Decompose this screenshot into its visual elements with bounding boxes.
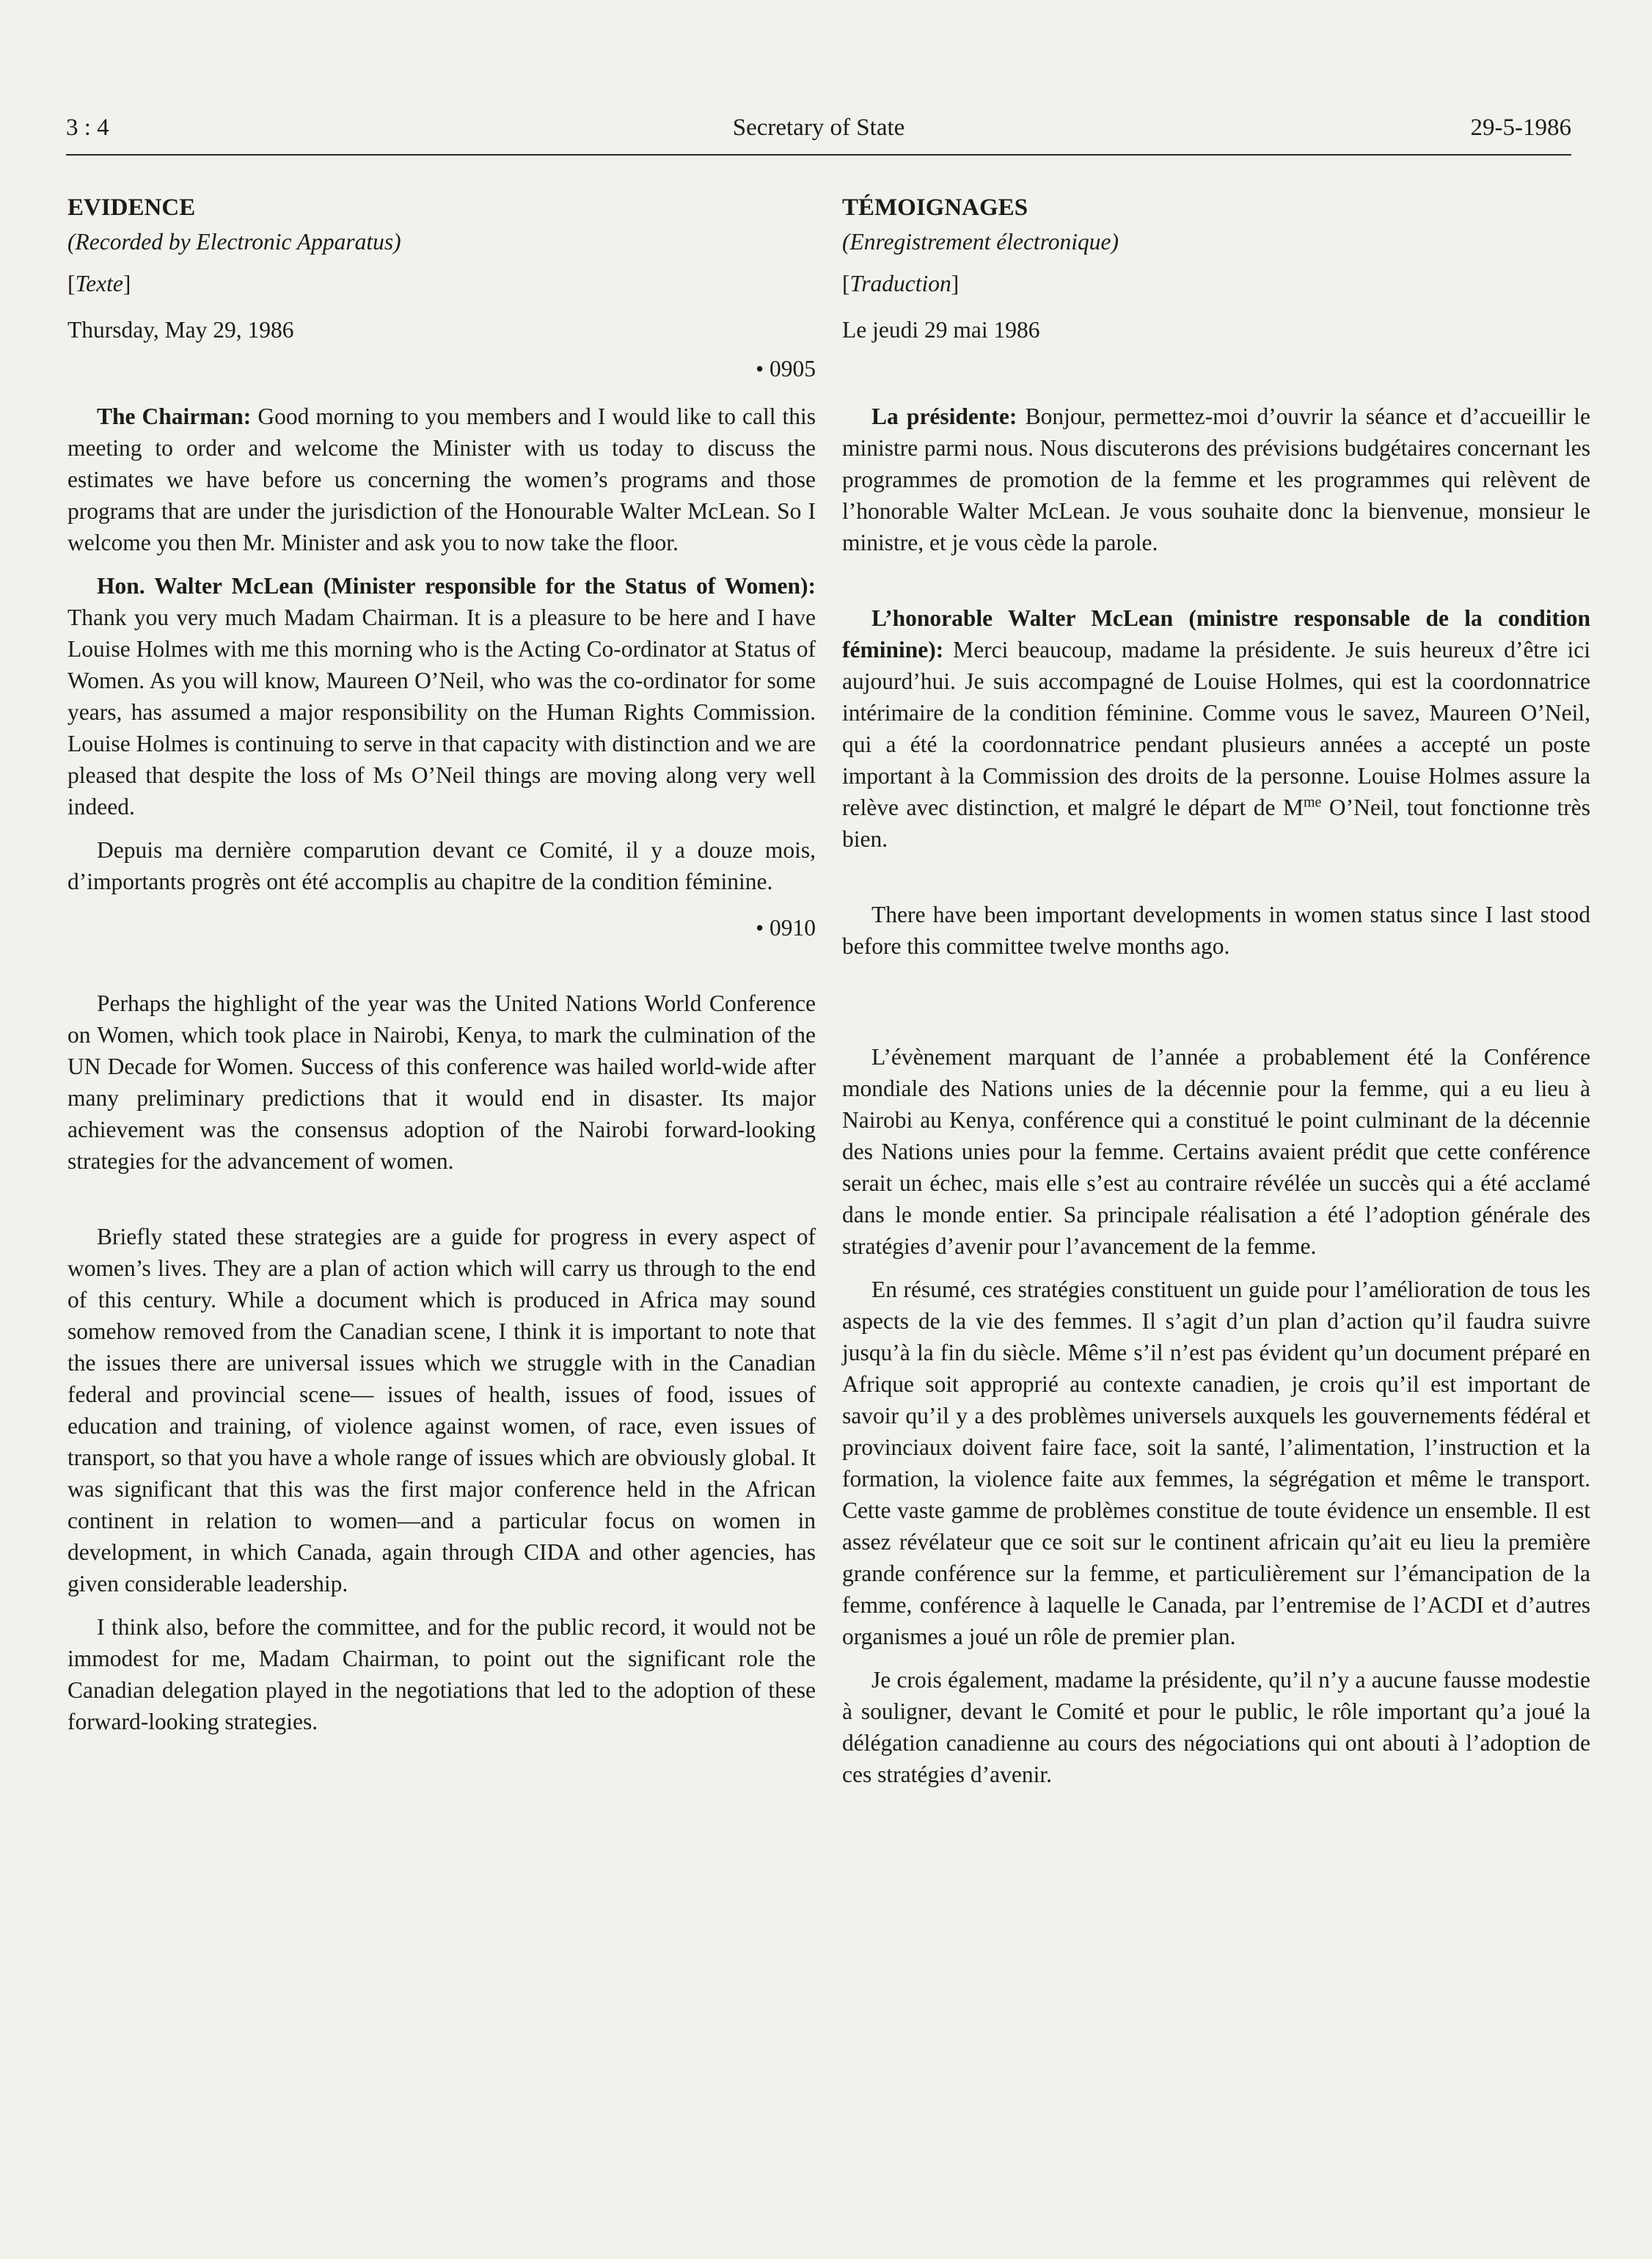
english-paragraph-minister-text: Thank you very much Madam Chairman. It is a pleasure to be here and I have Louise Holmes with me this morning who is the Acting Co-ordinator at Status of Women. As you will know, Maureen O’Neil, who was the co-ordinator for some years, has assumed a major responsibility on the Human Rights Commission. Louise Holmes is continuing to serve in that capacity with distinction and we are pleased that despite the loss of Ms O’Neil things are moving along very well indeed.: [67, 605, 816, 820]
english-paragraph-chairman-text: Good morning to you members and I would like to call this meeting to order and welcome the Minister with us today to discuss the estimates we have before us concerning the women’s programs and those programs that are under the jurisdiction of the Honourable Walter McLean. So I welcome you then Mr. Minister and ask you to now take the floor.: [67, 404, 816, 555]
running-title: Secretary of State: [732, 114, 905, 141]
french-section-title: TÉMOIGNAGES: [842, 194, 1028, 221]
page-header: [66, 110, 1571, 156]
french-column: [842, 189, 1590, 1802]
english-text-tag: [Texte]: [67, 271, 131, 296]
french-paragraph-ministre-text-a: Merci beaucoup, madame la présidente. Je suis heureux d’être ici aujourd’hui. Je suis accompagné de Louise Holmes, qui est la coordonnatrice intérimaire de la condition féminine. Comme vous le savez, Maureen O’Neil, qui a été la coordonnatrice pendant plusieurs années a accepté un poste important à la Commission des droits de la personne. Louise Holmes assure la relève avec distinction, et malgré le départ de M: [842, 637, 1590, 820]
english-section-title: EVIDENCE: [67, 194, 196, 221]
english-paragraph-delegation: I think also, before the committee, and for the public record, it would not be immodest for me, Madam Chairman, to point out the significant role the Canadian delegation played in the negotiations that led to the adoption of these forward-looking strategies.: [67, 1614, 816, 1734]
french-date-line: Le jeudi 29 mai 1986: [842, 317, 1040, 343]
english-paragraph-highlight: Perhaps the highlight of the year was the United Nations World Conference on Women, which took place in Nairobi, Kenya, to mark the culmination of the UN Decade for Women. Success of this conference was hailed world-wide after many preliminary predictions that it would end in disaster. Its major achievement was the consensus adoption of the Nairobi forward-looking strategies for the advancement of women.: [67, 990, 816, 1174]
french-subtitle: (Enregistrement électronique): [842, 229, 1119, 255]
french-paragraph-strategies: En résumé, ces stratégies constituent un guide pour l’amélioration de tous les aspects de la vie des femmes. Il s’agit d’un plan d’action qu’il faudra suivre jusqu’à la fin du siècle. Même s’il n’est pas évident qu’un document préparé en Afrique soit approprié au contexte canadien, je crois qu’il est important de savoir qu’il y a des problèmes universels auxquels les gouvernements fédéral et provinciaux doivent faire face, soit la santé, l’alimentation, l’instruction et la formation, la violence faite aux femmes, la ségrégation et même le transport. Cette vaste gamme de problèmes constitue de toute évidence un ensemble. Il est assez révélateur que ce soit sur le continent africain qu’ait eu lieu la première grande conférence sur la femme, et particulièrement sur l’émancipation de la femme, conférence à laquelle le Canada, par l’entremise de l’ACDI et d’autres organismes a joué un rôle de premier plan.: [842, 1277, 1590, 1649]
speaker-presidente: La présidente:: [871, 404, 1017, 429]
english-date-line: Thursday, May 29, 1986: [67, 317, 294, 343]
french-text-tag: [Traduction]: [842, 271, 960, 296]
page-number: 3 : 4: [66, 114, 109, 141]
english-column: [67, 189, 816, 1749]
french-paragraph-presidente-text: Bonjour, permettez-moi d’ouvrir la séance et d’accueillir le ministre parmi nous. Nous discuterons des prévisions budgétaires concernant les programmes de promotion de la femme et les programmes qui relèvent de l’honorable Walter McLean. Je vous souhaite donc la bienvenue, monsieur le ministre, et je vous cède la parole.: [842, 404, 1591, 555]
header-date: 29-5-1986: [1470, 114, 1571, 141]
french-paragraph-ministre-text-b: O’Neil, tout fonctionne très bien.: [842, 795, 1590, 852]
french-text-tag-label: Traduction: [849, 271, 951, 296]
timestamp-0905: • 0905: [756, 356, 816, 382]
french-paragraph-ministre: [842, 602, 1590, 855]
timestamp-0910: • 0910: [756, 915, 816, 941]
french-paragraph-presidente: [842, 401, 1590, 558]
english-paragraph-strategies: Briefly stated these strategies are a guide for progress in every aspect of women’s lives. They are a plan of action which will carry us through to the end of this century. While a document which is produced in Africa may sound somehow removed from the Canadian scene, I think it is important to note that the issues there are universal issues which we struggle with in the Canadian federal and provincial scene— issues of health, issues of food, issues of education and training, of violence against women, of race, even issues of transport, so that you have a whole range of issues which are obviously global. It was significant that this was the first major conference held in the African continent in relation to women—and a particular focus on women in development, in which Canada, again through CIDA and other agencies, has given considerable leadership.: [67, 1224, 816, 1596]
english-paragraph-chairman: [67, 401, 816, 558]
english-paragraph-french-remark: Depuis ma dernière comparution devant ce Comité, il y a douze mois, d’importants progrès ont été accomplis au chapitre de la condition féminine.: [67, 837, 816, 894]
speaker-minister: Hon. Walter McLean (Minister responsible for the Status of Women):: [97, 573, 816, 599]
speaker-chairman: The Chairman:: [97, 404, 252, 429]
french-paragraph-delegation: Je crois également, madame la présidente, qu’il n’y a aucune fausse modestie à souligner, devant le Comité et pour le public, le rôle important qu’a joué la délégation canadienne au cours des négociations qui ont abouti à l’adoption de ces stratégies d’avenir.: [842, 1667, 1590, 1787]
english-paragraph-minister: [67, 570, 816, 822]
french-paragraph-ministre-sup: me: [1303, 794, 1322, 811]
english-text-tag-label: Texte: [75, 271, 123, 296]
french-paragraph-highlight: L’évènement marquant de l’année a probablement été la Conférence mondiale des Nations unies de la décennie pour la femme, qui a eu lieu à Nairobi au Kenya, conférence qui a constitué le point culminant de la décennie des Nations unies pour la femme. Certains avaient prédit que cette conférence serait un échec, mais elle s’est au contraire révélée un succès qui a été acclamé dans le monde entier. Sa principale réalisation a été l’adoption générale des stratégies d’avenir pour l’avancement de la femme.: [842, 1044, 1590, 1259]
english-subtitle: (Recorded by Electronic Apparatus): [67, 229, 401, 255]
french-paragraph-english-remark: There have been important developments in women status since I last stood before this committee twelve months ago.: [842, 902, 1590, 959]
speaker-ministre: L’honorable Walter McLean (ministre responsable de la condition féminine):: [842, 605, 1590, 663]
